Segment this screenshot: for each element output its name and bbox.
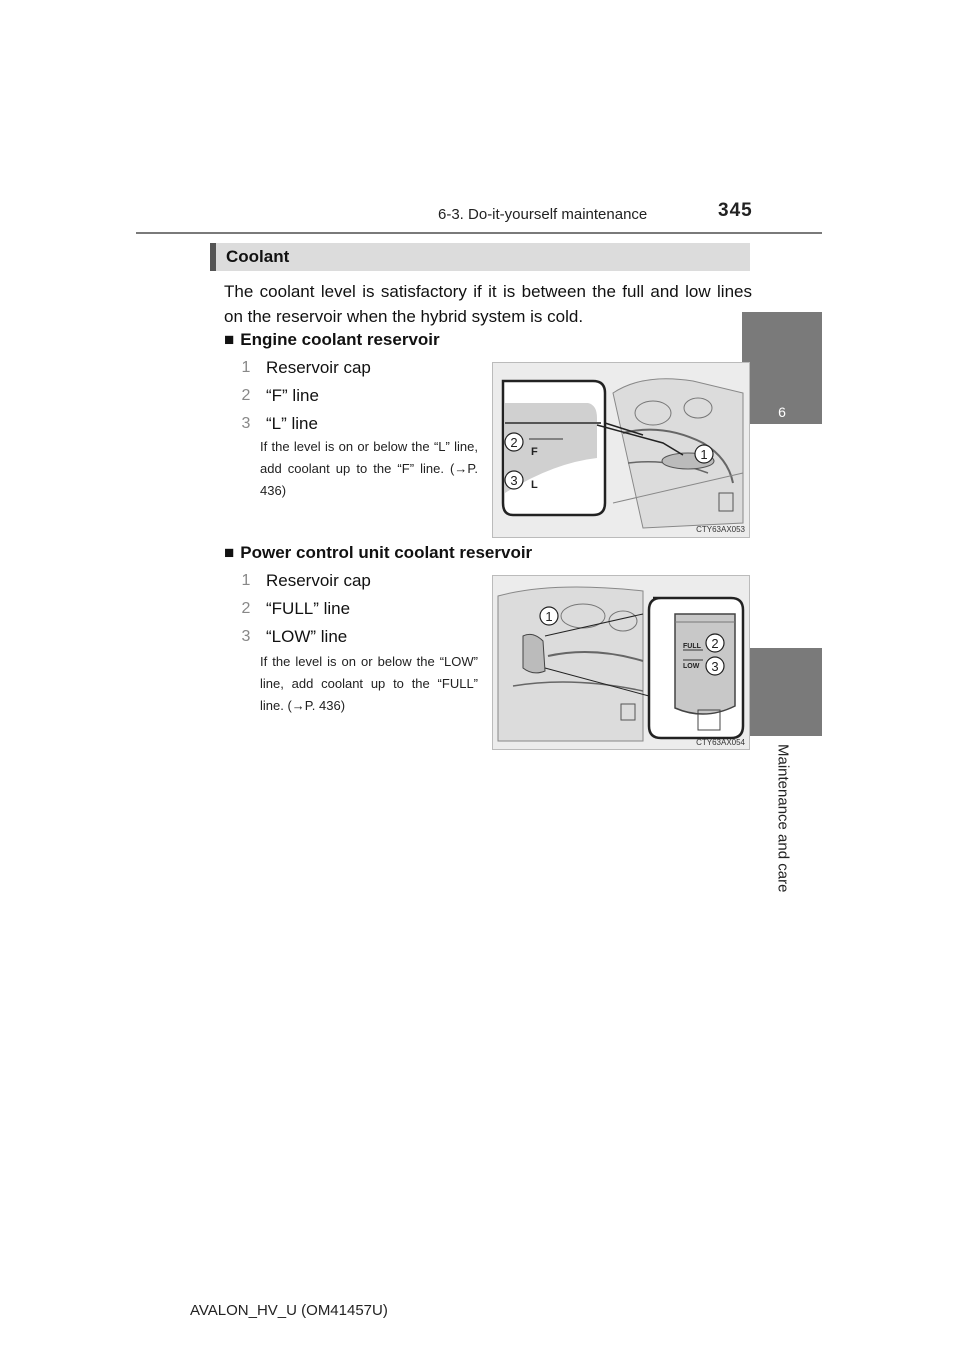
engine-item-label: “F” line	[266, 386, 319, 405]
page-number: 345	[718, 200, 753, 221]
pcu-note: If the level is on or below the “LOW” line, add coolant up to the “FULL” line. (→P. 436)	[260, 654, 478, 713]
callout-2-icon: 2	[510, 435, 518, 450]
engine-bay-illustration	[493, 363, 749, 537]
low-line-mark: LOW	[683, 663, 700, 670]
engine-item-2	[236, 384, 319, 408]
intro-paragraph: The coolant level is satisfactory if it is between the full and low lines on the reservoir when the hybrid system is cold.	[224, 282, 752, 326]
callout-number: 3	[241, 415, 251, 432]
engine-item-3	[236, 412, 318, 436]
callout-1-icon: 1	[545, 609, 553, 624]
square-bullet-icon: ■	[224, 330, 235, 349]
header-rule	[136, 232, 822, 234]
engine-item-label: Reservoir cap	[266, 358, 371, 377]
callout-number: 1	[241, 572, 251, 589]
square-bullet-icon: ■	[224, 543, 235, 562]
callout-2-icon: 2	[711, 636, 719, 651]
pcu-item-label: “FULL” line	[266, 599, 351, 618]
chapter-tab	[742, 312, 822, 424]
pcu-bay-illustration	[493, 576, 749, 749]
section-heading-bar	[210, 243, 750, 271]
callout-number: 2	[241, 600, 251, 617]
callout-number: 1	[241, 359, 251, 376]
callout-number: 3	[241, 628, 251, 645]
engine-note: If the level is on or below the “L” line, add coolant up to the “F” line. (→P. 436)	[260, 439, 478, 498]
callout-1-icon: 1	[700, 447, 708, 462]
pcu-item-label: “LOW” line	[266, 627, 348, 646]
pcu-item-3	[236, 625, 347, 649]
full-line-mark: FULL	[683, 643, 701, 650]
running-header-section: 6-3. Do-it-yourself maintenance	[438, 206, 648, 223]
pcu-item-2	[236, 597, 350, 621]
pcu-subheading	[224, 543, 532, 563]
engine-subheading	[224, 330, 440, 350]
footer-document-id: AVALON_HV_U (OM41457U)	[190, 1302, 388, 1319]
callout-3-icon: 3	[711, 659, 719, 674]
engine-item-label: “L” line	[266, 414, 318, 433]
callout-3-icon: 3	[510, 473, 518, 488]
figure-code: CTY63AX053	[696, 525, 745, 534]
figure-code: CTY63AX054	[696, 738, 745, 747]
f-line-mark: F	[531, 446, 538, 458]
chapter-label: Maintenance and care	[774, 744, 792, 893]
pcu-subheading-text: Power control unit coolant reservoir	[240, 543, 533, 562]
engine-subheading-text: Engine coolant reservoir	[240, 330, 440, 349]
pcu-item-label: Reservoir cap	[266, 571, 371, 590]
l-line-mark: L	[531, 479, 538, 491]
callout-number: 2	[241, 387, 251, 404]
pcu-reservoir-figure	[492, 575, 750, 750]
engine-reservoir-figure	[492, 362, 750, 538]
section-title: Coolant	[226, 247, 290, 266]
chapter-number: 6	[778, 404, 786, 420]
pcu-item-1	[236, 569, 371, 593]
engine-item-1	[236, 356, 371, 380]
chapter-tab-bar	[742, 648, 822, 736]
